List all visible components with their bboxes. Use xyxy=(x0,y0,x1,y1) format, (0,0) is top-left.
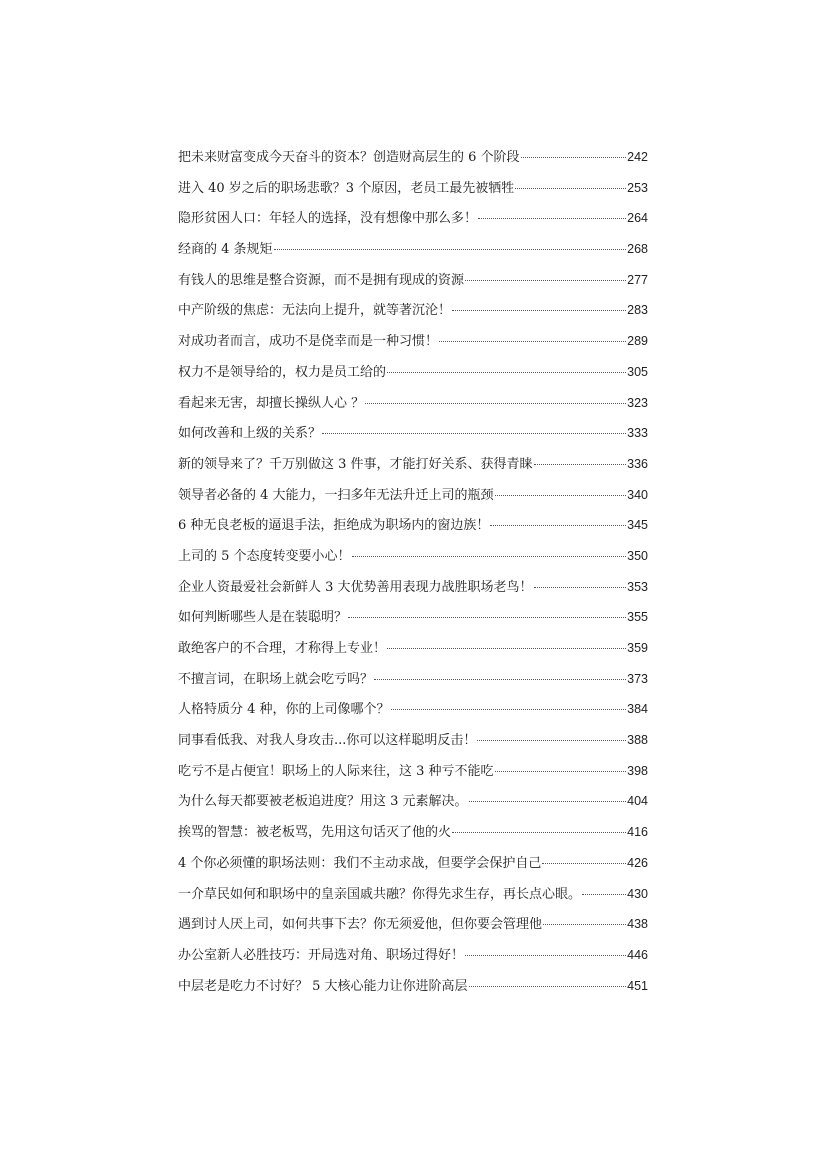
toc-entry[interactable] xyxy=(178,909,648,940)
toc-entry-title: 4 个你必须懂的职场法则：我们不主动求战，但要学会保护自己 xyxy=(178,855,542,871)
toc-entry-title: 不擅言词，在职场上就会吃亏吗？ xyxy=(178,671,374,687)
toc-entry-page-number: 388 xyxy=(627,733,648,748)
toc-entry[interactable] xyxy=(178,449,648,480)
toc-entry-page-number: 398 xyxy=(627,763,648,778)
toc-entry[interactable] xyxy=(178,786,648,817)
toc-entry[interactable] xyxy=(178,388,648,419)
toc-entry-title: 遇到讨人厌上司，如何共事下去？你无须爱他，但你要会管理他 xyxy=(178,917,543,933)
toc-entry-page-number: 305 xyxy=(627,364,648,379)
toc-entry-page-number: 350 xyxy=(627,548,648,563)
toc-entry-title: 有钱人的思维是整合资源，而不是拥有现成的资源 xyxy=(178,272,465,288)
toc-entry[interactable] xyxy=(178,142,648,173)
toc-entry-page-number: 336 xyxy=(627,456,648,471)
toc-entry-title: 办公室新人必胜技巧：开局选对角、职场过得好！ xyxy=(178,947,465,963)
toc-dot-leader xyxy=(322,433,626,434)
toc-entry[interactable] xyxy=(178,848,648,879)
toc-entry[interactable] xyxy=(178,879,648,910)
toc-entry-page-number: 373 xyxy=(627,671,648,686)
toc-entry-title: 进入 40 岁之后的职场悲歌？3 个原因，老员工最先被牺牲 xyxy=(178,180,515,196)
toc-entry[interactable] xyxy=(178,633,648,664)
toc-entry[interactable] xyxy=(178,295,648,326)
table-of-contents xyxy=(178,142,648,1001)
toc-dot-leader xyxy=(543,924,626,925)
toc-entry-title: 上司的 5 个态度转变要小心！ xyxy=(178,548,351,564)
toc-entry-page-number: 283 xyxy=(627,303,648,318)
toc-dot-leader xyxy=(352,556,627,557)
toc-entry-page-number: 345 xyxy=(627,518,648,533)
toc-entry-title: 吃亏不是占便宜！职场上的人际来往，这 3 种亏不能吃 xyxy=(178,763,494,779)
toc-entry[interactable] xyxy=(178,418,648,449)
toc-entry-page-number: 333 xyxy=(627,426,648,441)
toc-entry-page-number: 253 xyxy=(627,180,648,195)
toc-entry[interactable] xyxy=(178,694,648,725)
toc-entry-page-number: 430 xyxy=(627,886,648,901)
toc-entry[interactable] xyxy=(178,480,648,511)
toc-entry-page-number: 446 xyxy=(627,947,648,962)
toc-entry-page-number: 404 xyxy=(627,794,648,809)
toc-entry-title: 对成功者而言，成功不是侥幸而是一种习惯！ xyxy=(178,334,439,350)
toc-dot-leader xyxy=(465,955,626,956)
toc-entry-title: 领导者必备的 4 大能力，一扫多年无法升迁上司的瓶颈 xyxy=(178,487,494,503)
toc-entry-title: 中产阶级的焦虑：无法向上提升，就等著沉沦！ xyxy=(178,303,452,319)
toc-entry[interactable] xyxy=(178,326,648,357)
toc-entry-page-number: 264 xyxy=(627,211,648,226)
toc-entry[interactable] xyxy=(178,234,648,265)
toc-dot-leader xyxy=(534,587,627,588)
toc-entry-title: 经商的 4 条规矩 xyxy=(178,242,273,258)
toc-dot-leader xyxy=(374,679,626,680)
toc-entry[interactable] xyxy=(178,572,648,603)
toc-dot-leader xyxy=(348,617,626,618)
toc-entry-page-number: 268 xyxy=(627,242,648,257)
toc-entry-title: 一介草民如何和职场中的皇亲国戚共融？你得先求生存，再长点心眼。 xyxy=(178,886,582,902)
toc-entry-title: 新的领导来了？千万别做这 3 件事，才能打好关系、获得青睐 xyxy=(178,456,533,472)
toc-entry-title: 挨骂的智慧：被老板骂，先用这句话灭了他的火 xyxy=(178,825,452,841)
toc-dot-leader xyxy=(490,525,626,526)
toc-entry[interactable] xyxy=(178,664,648,695)
toc-entry-page-number: 353 xyxy=(627,579,648,594)
toc-entry-title: 中层老是吃力不讨好？ 5 大核心能力让你进阶高层 xyxy=(178,978,468,994)
toc-entry[interactable] xyxy=(178,817,648,848)
toc-entry[interactable] xyxy=(178,357,648,388)
toc-entry-title: 敢绝客户的不合理，才称得上专业！ xyxy=(178,641,387,656)
toc-entry-title: 6 种无良老板的逼退手法，拒绝成为职场内的窗边族！ xyxy=(178,518,490,534)
toc-dot-leader xyxy=(534,464,627,465)
toc-entry[interactable] xyxy=(178,173,648,204)
toc-dot-leader xyxy=(465,280,626,281)
toc-dot-leader xyxy=(439,341,626,342)
toc-entry-title: 为什么每天都要被老板追进度？用这 3 元素解决。 xyxy=(178,794,468,810)
toc-entry-page-number: 416 xyxy=(627,825,648,840)
toc-entry-page-number: 426 xyxy=(627,855,648,870)
toc-entry-title: 如何判断哪些人是在装聪明？ xyxy=(178,610,348,626)
toc-entry-page-number: 355 xyxy=(627,610,648,625)
toc-dot-leader xyxy=(495,495,627,496)
toc-dot-leader xyxy=(365,403,626,404)
toc-entry[interactable] xyxy=(178,971,648,1002)
toc-entry-page-number: 242 xyxy=(627,150,648,164)
toc-dot-leader xyxy=(582,894,626,895)
toc-dot-leader xyxy=(542,863,626,864)
toc-dot-leader xyxy=(387,372,626,373)
toc-entry[interactable] xyxy=(178,265,648,296)
toc-entry-title: 隐形贫困人口：年轻人的选择，没有想像中那么多！ xyxy=(178,211,478,227)
toc-entry[interactable] xyxy=(178,725,648,756)
toc-entry[interactable] xyxy=(178,940,648,971)
toc-dot-leader xyxy=(452,832,626,833)
toc-entry[interactable] xyxy=(178,756,648,787)
toc-entry-page-number: 323 xyxy=(627,395,648,410)
toc-dot-leader xyxy=(469,801,627,802)
toc-dot-leader xyxy=(478,218,626,219)
toc-dot-leader xyxy=(521,157,627,158)
toc-entry-title: 企业人资最爱社会新鲜人 3 大优势善用表现力战胜职场老鸟！ xyxy=(178,579,533,595)
toc-dot-leader xyxy=(274,249,627,250)
toc-dot-leader xyxy=(387,648,626,649)
toc-entry[interactable] xyxy=(178,541,648,572)
toc-entry-title: 把未来财富变成今天奋斗的资本？创造财高层生的 6 个阶段 xyxy=(178,150,520,165)
toc-entry-title: 权力不是领导给的，权力是员工给的 xyxy=(178,364,387,380)
toc-dot-leader xyxy=(391,709,627,710)
toc-entry[interactable] xyxy=(178,203,648,234)
toc-dot-leader xyxy=(452,310,626,311)
toc-entry-title: 同事看低我、对我人身攻击...你可以这样聪明反击！ xyxy=(178,733,477,749)
toc-dot-leader xyxy=(477,740,626,741)
toc-entry-title: 如何改善和上级的关系？ xyxy=(178,426,322,442)
toc-dot-leader xyxy=(515,188,626,189)
toc-entry-title: 人格特质分 4 种，你的上司像哪个？ xyxy=(178,702,390,718)
toc-entry-page-number: 340 xyxy=(627,487,648,502)
toc-entry-page-number: 451 xyxy=(627,978,648,993)
toc-entry-page-number: 277 xyxy=(627,272,648,287)
toc-entry-page-number: 359 xyxy=(627,641,648,655)
toc-entry-page-number: 384 xyxy=(627,702,648,717)
toc-dot-leader xyxy=(495,771,627,772)
toc-entry[interactable] xyxy=(178,602,648,633)
toc-dot-leader xyxy=(469,986,627,987)
toc-entry[interactable] xyxy=(178,510,648,541)
toc-entry-page-number: 438 xyxy=(627,917,648,932)
toc-entry-title: 看起来无害，却擅长操纵人心 ？ xyxy=(178,395,365,411)
toc-entry-page-number: 289 xyxy=(627,334,648,349)
